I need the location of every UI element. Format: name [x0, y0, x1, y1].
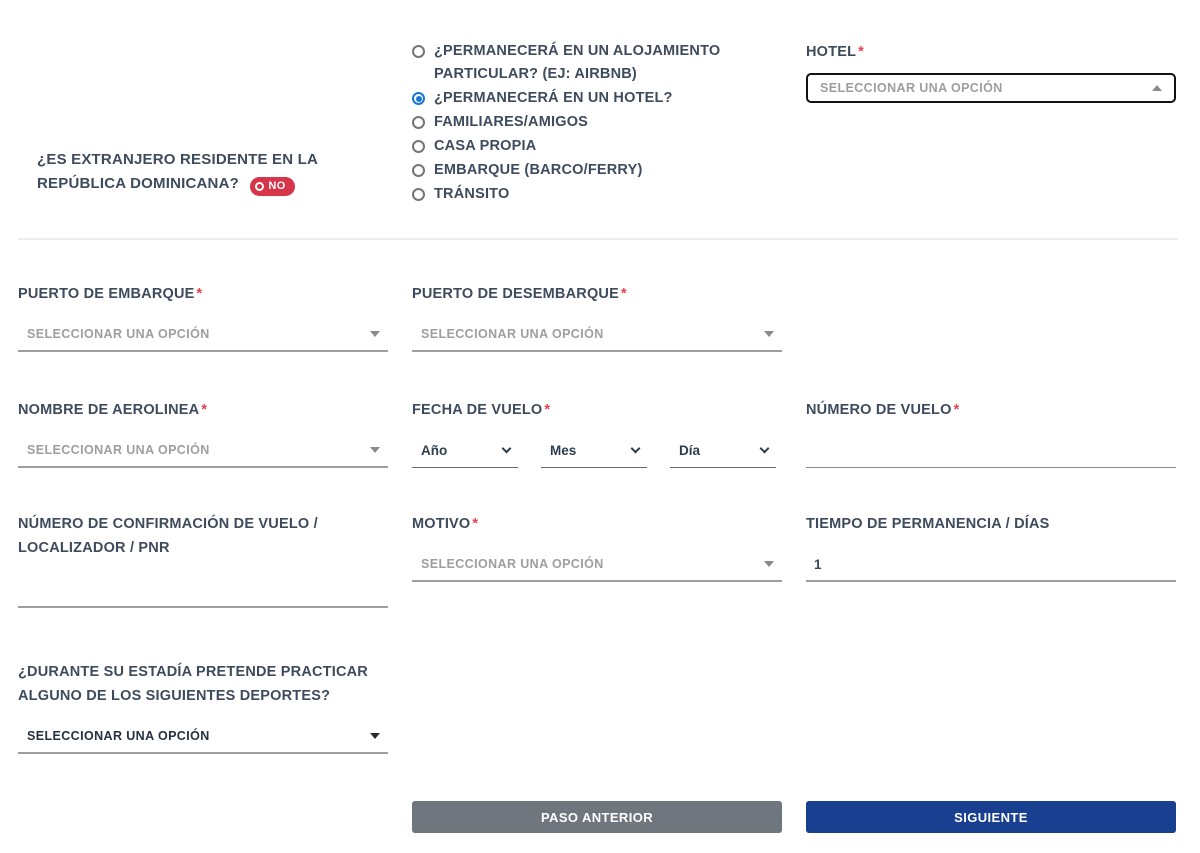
puerto-desembarque-placeholder: SELECCIONAR UNA OPCIÓN	[421, 327, 604, 341]
radio-label: EMBARQUE (BARCO/FERRY)	[434, 162, 643, 178]
radio-unselected-icon	[412, 164, 425, 177]
chevron-down-icon	[764, 561, 774, 567]
required-asterisk: *	[196, 286, 203, 302]
radio-unselected-icon	[412, 140, 425, 153]
residency-column	[18, 36, 388, 238]
fecha-vuelo-field	[412, 398, 782, 468]
toggle-value: NO	[268, 180, 286, 192]
month-select[interactable]: Mes	[541, 434, 647, 468]
required-asterisk: *	[201, 402, 208, 418]
motivo-field	[412, 512, 782, 608]
radio-unselected-icon	[412, 188, 425, 201]
fecha-vuelo-label: FECHA DE VUELO *	[412, 402, 551, 418]
chevron-down-icon	[370, 447, 380, 453]
tiempo-permanencia-label: TIEMPO DE PERMANENCIA / DÍAS	[806, 516, 1050, 532]
radio-embarque-barco-ferry[interactable]	[412, 159, 782, 182]
puerto-embarque-placeholder: SELECCIONAR UNA OPCIÓN	[27, 327, 210, 341]
puerto-embarque-label: PUERTO DE EMBARQUE *	[18, 286, 203, 302]
required-asterisk: *	[472, 516, 479, 532]
radio-alojamiento-particular[interactable]	[412, 40, 782, 86]
numero-vuelo-field	[806, 398, 1176, 468]
deportes-field	[18, 660, 388, 754]
radio-label: ¿PERMANECERÁ EN UN HOTEL?	[434, 90, 673, 106]
details-row	[18, 512, 1178, 608]
fecha-vuelo-selects	[412, 434, 782, 468]
hotel-select[interactable]	[806, 73, 1176, 103]
next-step-button[interactable]: SIGUIENTE	[806, 801, 1176, 833]
top-section	[18, 36, 1178, 238]
chevron-down-icon	[370, 733, 380, 739]
radio-hotel[interactable]	[412, 87, 782, 110]
migration-form	[0, 36, 1200, 833]
radio-casa-propia[interactable]	[412, 135, 782, 158]
radio-selected-icon	[412, 92, 425, 105]
radio-label: ¿PERMANECERÁ EN UN ALOJAMIENTO PARTICULAR? (EJ: AIRBNB)	[434, 43, 721, 82]
day-select[interactable]: Día	[670, 434, 776, 468]
numero-vuelo-input[interactable]	[806, 434, 1176, 468]
flight-row	[18, 398, 1178, 468]
pnr-input[interactable]	[18, 574, 388, 608]
radio-transito[interactable]	[412, 183, 782, 206]
aerolinea-label: NOMBRE DE AEROLINEA *	[18, 402, 208, 418]
hotel-select-placeholder: SELECCIONAR UNA OPCIÓN	[820, 81, 1003, 95]
section-divider	[18, 238, 1178, 240]
motivo-select[interactable]	[412, 548, 782, 582]
hotel-field	[806, 36, 1176, 238]
radio-label: TRÁNSITO	[434, 186, 510, 202]
required-asterisk: *	[620, 286, 627, 302]
chevron-down-icon	[764, 331, 774, 337]
deportes-placeholder: SELECCIONAR UNA OPCIÓN	[27, 729, 210, 743]
pnr-field	[18, 512, 388, 608]
stay-type-radio-group	[412, 36, 782, 238]
radio-unselected-icon	[412, 45, 425, 58]
toggle-knob-icon	[255, 182, 264, 191]
previous-step-button[interactable]: PASO ANTERIOR	[412, 801, 782, 833]
form-navigation	[18, 801, 1178, 833]
aerolinea-field	[18, 398, 388, 468]
puerto-desembarque-field	[412, 282, 782, 352]
chevron-down-icon	[370, 331, 380, 337]
residency-question-text: ¿ES EXTRANJERO RESIDENTE EN LA REPÚBLICA DOMINICANA?	[37, 151, 318, 192]
puerto-desembarque-select[interactable]	[412, 318, 782, 352]
residency-question	[18, 148, 388, 196]
tiempo-permanencia-field	[806, 512, 1176, 608]
aerolinea-select[interactable]	[18, 434, 388, 468]
chevron-up-icon	[1152, 85, 1162, 91]
chevron-down-icon	[760, 444, 770, 454]
required-asterisk: *	[858, 44, 864, 60]
puerto-embarque-field	[18, 282, 388, 352]
numero-vuelo-label: NÚMERO DE VUELO *	[806, 402, 960, 418]
year-select[interactable]: Año	[412, 434, 518, 468]
aerolinea-placeholder: SELECCIONAR UNA OPCIÓN	[27, 443, 210, 457]
radio-familiares-amigos[interactable]	[412, 111, 782, 134]
motivo-placeholder: SELECCIONAR UNA OPCIÓN	[421, 557, 604, 571]
tiempo-permanencia-input[interactable]	[806, 548, 1176, 582]
pnr-label: NÚMERO DE CONFIRMACIÓN DE VUELO / LOCALIZADOR / PNR	[18, 516, 318, 556]
ports-row	[18, 282, 1178, 352]
residency-toggle[interactable]	[250, 177, 295, 196]
radio-label: FAMILIARES/AMIGOS	[434, 114, 589, 130]
required-asterisk: *	[544, 402, 551, 418]
required-asterisk: *	[953, 402, 960, 418]
deportes-select[interactable]	[18, 720, 388, 754]
radio-label: CASA PROPIA	[434, 138, 537, 154]
chevron-down-icon	[631, 444, 641, 454]
radio-unselected-icon	[412, 116, 425, 129]
puerto-embarque-select[interactable]	[18, 318, 388, 352]
deportes-label: ¿DURANTE SU ESTADÍA PRETENDE PRACTICAR ALGUNO DE LOS SIGUIENTES DEPORTES?	[18, 664, 368, 704]
hotel-label: HOTEL *	[806, 44, 864, 60]
puerto-desembarque-label: PUERTO DE DESEMBARQUE *	[412, 286, 627, 302]
sports-row	[18, 660, 1178, 754]
chevron-down-icon	[502, 444, 512, 454]
motivo-label: MOTIVO *	[412, 516, 479, 532]
